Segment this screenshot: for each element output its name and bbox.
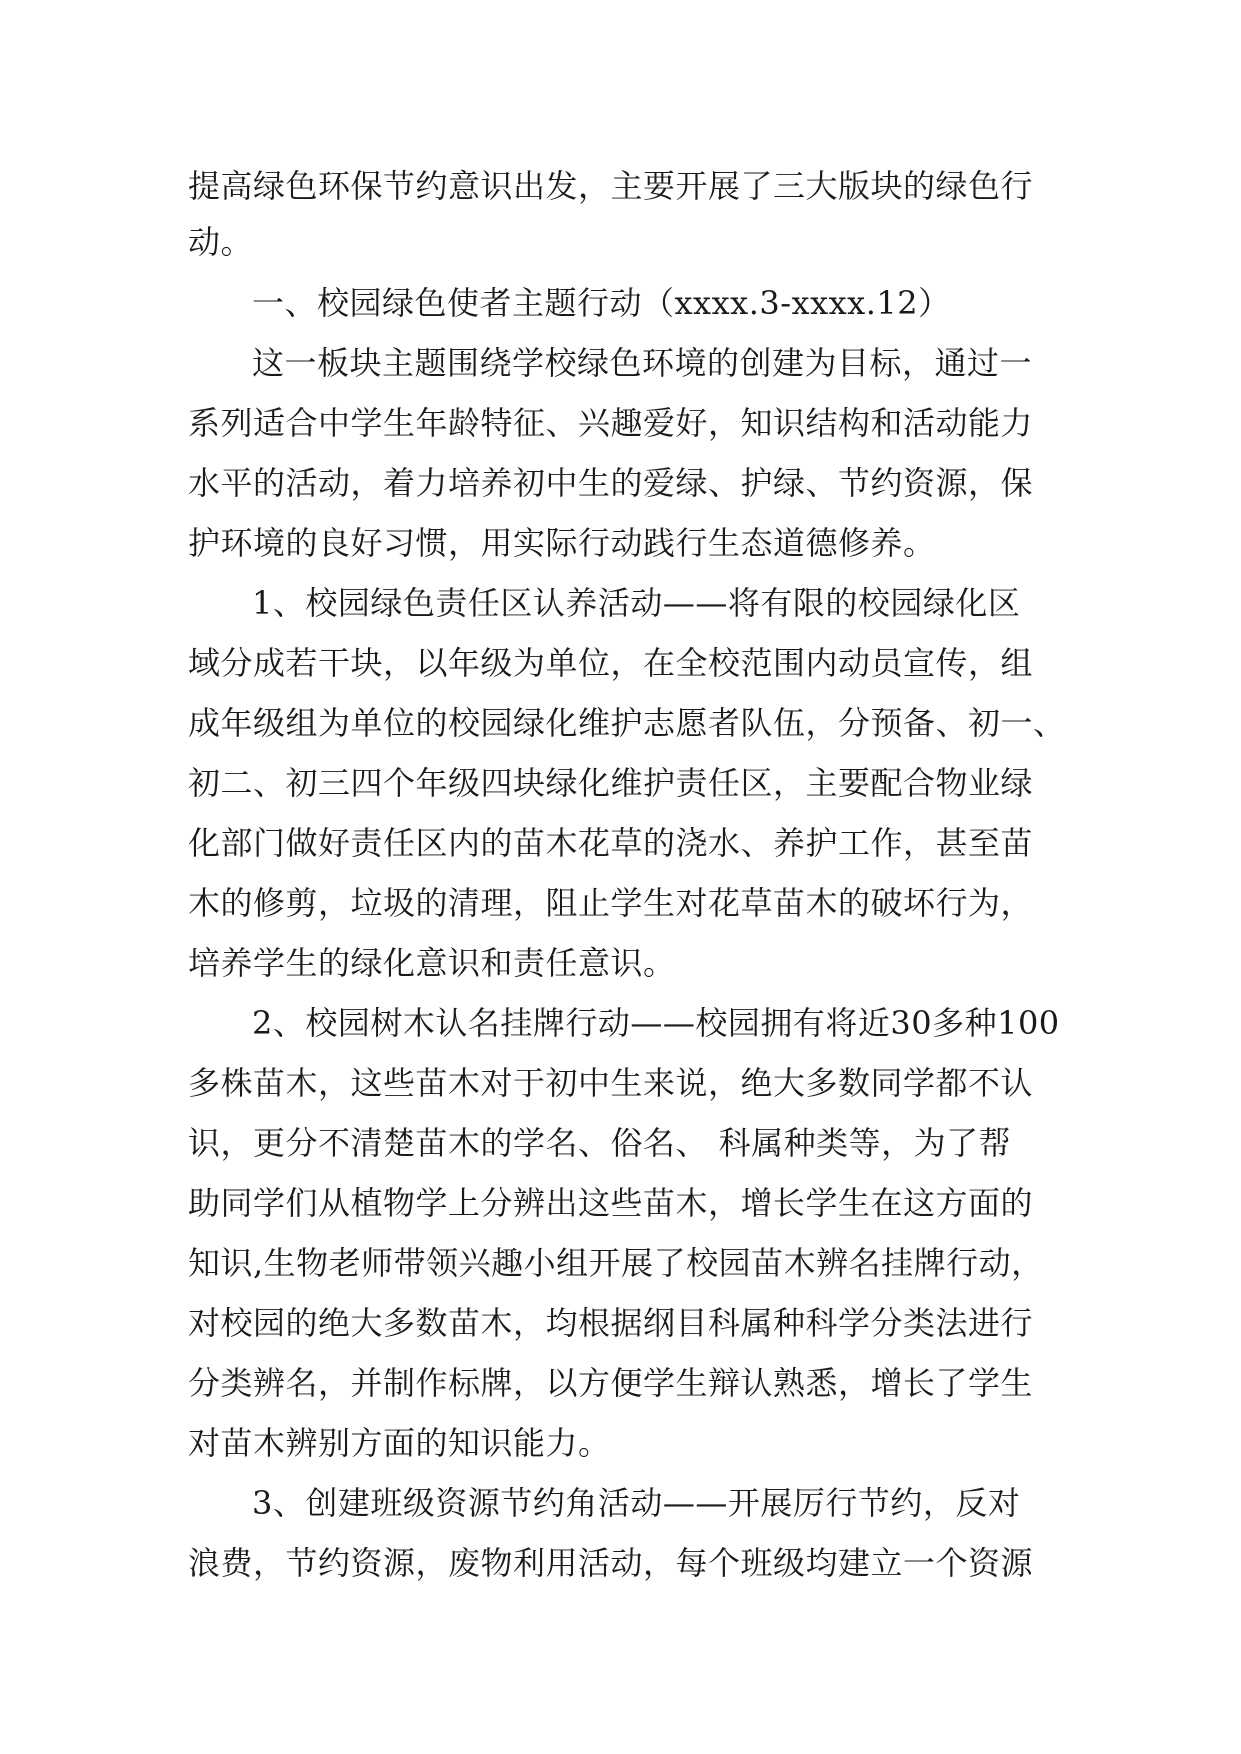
body-text-line: 域分成若干块，以年级为单位，在全校范围内动员宣传，组 [188, 644, 1034, 682]
body-text-line: 对校园的绝大多数苗木，均根据纲目科属种科学分类法进行 [188, 1304, 1034, 1342]
section-heading: 一、校园绿色使者主题行动（xxxx.3-xxxx.12） [252, 284, 951, 322]
body-text-line: 助同学们从植物学上分辨出这些苗木，增长学生在这方面的 [188, 1184, 1034, 1222]
body-text-line: 化部门做好责任区内的苗木花草的浇水、养护工作，甚至苗 [188, 824, 1034, 862]
body-text-line: 多株苗木，这些苗木对于初中生来说，绝大多数同学都不认 [188, 1064, 1034, 1102]
list-item-heading: 3、创建班级资源节约角活动——开展厉行节约，反对 [252, 1484, 1021, 1522]
body-text-line: 分类辨名，并制作标牌，以方便学生辩认熟悉，增长了学生 [188, 1364, 1034, 1402]
body-text-line: 系列适合中学生年龄特征、兴趣爱好，知识结构和活动能力 [188, 404, 1034, 442]
body-text-line: 培养学生的绿化意识和责任意识。 [188, 944, 676, 982]
body-text-line: 知识,生物老师带领兴趣小组开展了校园苗木辨名挂牌行动， [188, 1244, 1044, 1282]
body-text-line: 护环境的良好习惯，用实际行动践行生态道德修养。 [188, 524, 936, 562]
body-text-line: 对苗木辨别方面的知识能力。 [188, 1424, 611, 1462]
body-text-line: 初二、初三四个年级四块绿化维护责任区，主要配合物业绿 [188, 764, 1034, 802]
body-text-line: 成年级组为单位的校园绿化维护志愿者队伍，分预备、初一、 [188, 704, 1066, 742]
list-item-heading: 2、校园树木认名挂牌行动——校园拥有将近30多种100 [252, 1004, 1060, 1042]
list-item-heading: 1、校园绿色责任区认养活动——将有限的校园绿化区 [252, 584, 1021, 622]
body-text-line: 动。 [188, 223, 254, 261]
body-text-line: 浪费，节约资源，废物利用活动，每个班级均建立一个资源 [188, 1544, 1034, 1582]
body-text-line: 提高绿色环保节约意识出发，主要开展了三大版块的绿色行 [188, 167, 1034, 205]
body-text-line: 水平的活动，着力培养初中生的爱绿、护绿、节约资源，保 [188, 464, 1034, 502]
body-text-line: 这一板块主题围绕学校绿色环境的创建为目标，通过一 [252, 344, 1033, 382]
body-text-line: 木的修剪，垃圾的清理，阻止学生对花草苗木的破坏行为， [188, 884, 1034, 922]
body-text-line: 识，更分不清楚苗木的学名、俗名、 科属种类等，为了帮 [188, 1124, 1012, 1162]
